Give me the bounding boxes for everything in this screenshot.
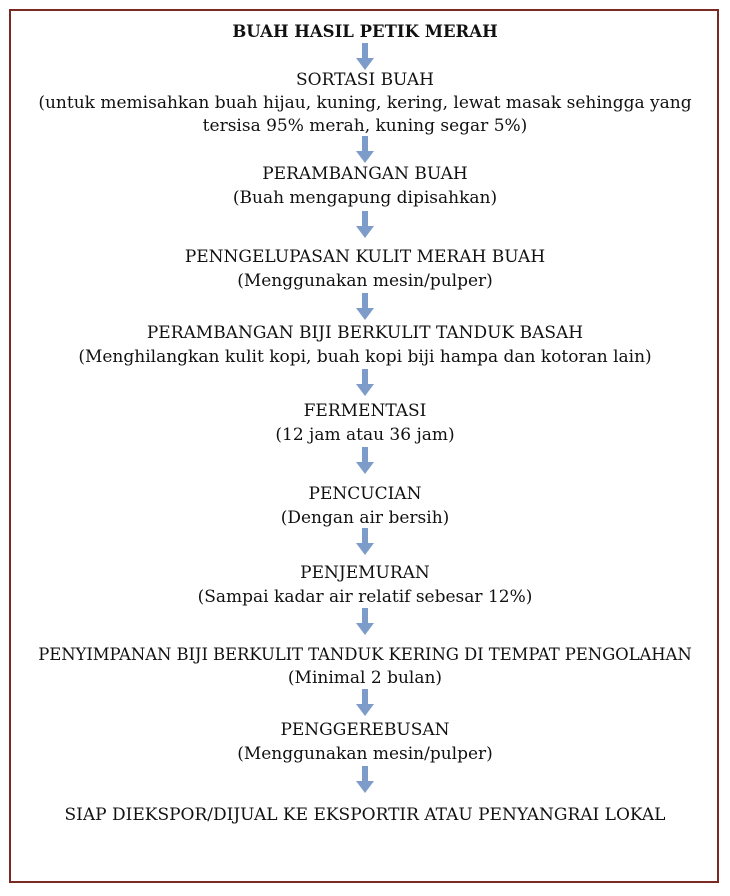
step-9-desc: (Menggunakan mesin/pulper) xyxy=(237,744,493,764)
flow-arrow-10 xyxy=(354,765,376,795)
step-7-name: PENJEMURAN xyxy=(300,563,430,583)
step-3-name: PENNGELUPASAN KULIT MERAH BUAH xyxy=(184,247,546,267)
step-8-desc: (Minimal 2 bulan) xyxy=(287,668,443,688)
step-5-desc: (12 jam atau 36 jam) xyxy=(275,425,455,445)
step-6-name: PENCUCIAN xyxy=(308,484,422,504)
step-8-name: PENYIMPANAN BIJI BERKULIT TANDUK KERING DI TEMPAT PENGOLAHAN xyxy=(38,645,692,664)
flow-arrow-5 xyxy=(354,368,376,398)
flow-arrow-6 xyxy=(354,446,376,476)
step-2-name: PERAMBANGAN BUAH xyxy=(262,164,468,184)
flow-arrow-9 xyxy=(354,688,376,718)
step-6-desc: (Dengan air bersih) xyxy=(280,508,450,528)
flow-arrow-1 xyxy=(354,42,376,72)
step-3-desc: (Menggunakan mesin/pulper) xyxy=(237,271,493,291)
step-7-desc: (Sampai kadar air relatif sebesar 12%) xyxy=(197,587,533,607)
diagram-title: BUAH HASIL PETIK MERAH xyxy=(232,22,498,41)
flow-arrow-2 xyxy=(354,135,376,165)
flow-arrow-4 xyxy=(354,292,376,322)
step-9-name: PENGGEREBUSAN xyxy=(280,720,450,740)
step-1-desc-line1: (untuk memisahkan buah hijau, kuning, kering, lewat masak sehingga yang xyxy=(38,93,692,113)
step-5-name: FERMENTASI xyxy=(303,401,427,421)
flow-arrow-7 xyxy=(354,527,376,557)
step-1-name: SORTASI BUAH xyxy=(296,70,434,90)
flow-arrow-3 xyxy=(354,210,376,240)
final-step: SIAP DIEKSPOR/DIJUAL KE EKSPORTIR ATAU PENYANGRAI LOKAL xyxy=(64,805,666,825)
flow-arrow-8 xyxy=(354,607,376,637)
step-1-desc-line2: tersisa 95% merah, kuning segar 5%) xyxy=(202,116,528,136)
step-2-desc: (Buah mengapung dipisahkan) xyxy=(232,188,498,208)
step-4-desc: (Menghilangkan kulit kopi, buah kopi biji hampa dan kotoran lain) xyxy=(78,347,652,367)
step-4-name: PERAMBANGAN BIJI BERKULIT TANDUK BASAH xyxy=(146,323,584,343)
